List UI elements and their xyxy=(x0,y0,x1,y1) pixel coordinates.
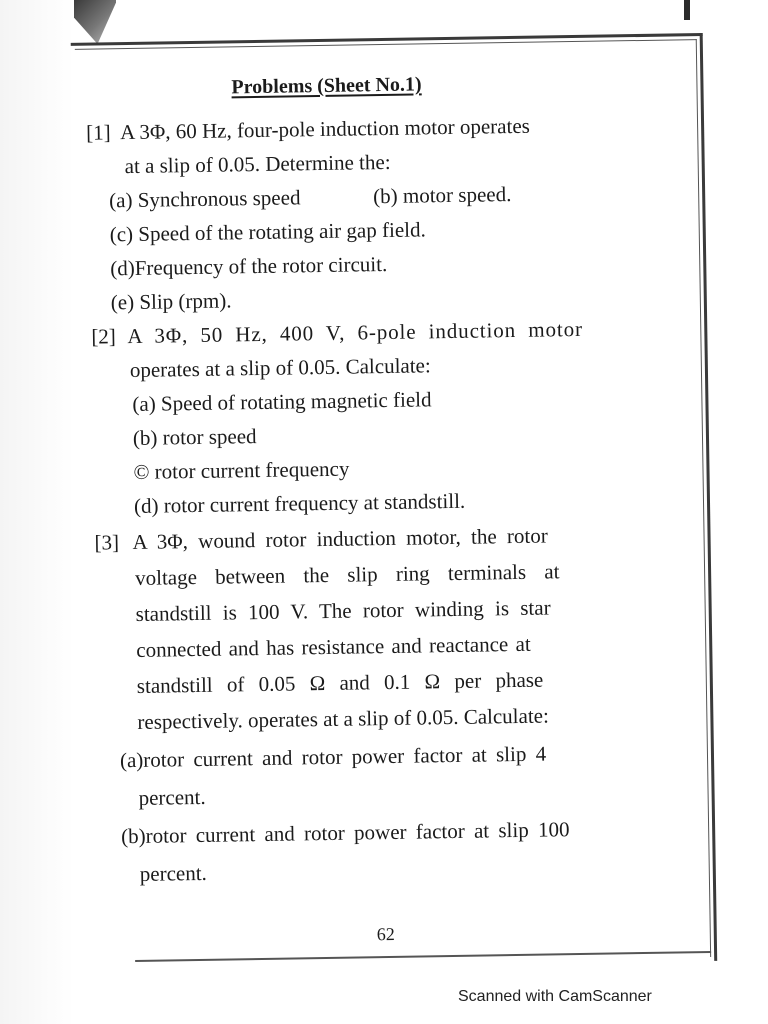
problem-3-line-1: A 3Φ, wound rotor induction motor, the rotor xyxy=(132,523,548,555)
scanner-watermark: Scanned with CamScanner xyxy=(458,988,652,1005)
problem-3-line-3: standstill is 100 V. The rotor winding is star xyxy=(135,595,551,626)
document-page xyxy=(81,39,695,968)
problem-3-line-4: connected and has resistance and reactance at xyxy=(136,631,531,662)
problem-3-line-2: voltage between the slip ring terminals at xyxy=(134,559,560,590)
problem-2-item-b: (b) rotor speed xyxy=(132,424,257,450)
problem-1-item-d: (d)Frequency of the rotor circuit. xyxy=(110,251,388,281)
problem-2-line-2: operates at a slip of 0.05. Calculate: xyxy=(129,353,431,383)
problem-2-item-c: © rotor current frequency xyxy=(133,456,350,484)
problem-2-item-a: (a) Speed of rotating magnetic field xyxy=(132,387,432,417)
problem-1-item-c: (c) Speed of the rotating air gap field. xyxy=(109,217,426,247)
problem-3-item-a: (a)rotor current and rotor power factor at slip 4 xyxy=(119,741,547,773)
problem-1-item-b: (b) motor speed. xyxy=(372,182,512,209)
problem-2-line-1: A 3Φ, 50 Hz, 400 V, 6-pole induction motor xyxy=(127,316,584,349)
problem-2-number: [2] xyxy=(91,324,117,349)
scan-edge-shadow xyxy=(684,0,690,20)
problem-3-item-b-cont: percent. xyxy=(139,860,208,886)
scan-left-margin xyxy=(0,0,74,1024)
problem-3-number: [3] xyxy=(94,530,120,555)
sheet-title: Problems (Sheet No.1) xyxy=(231,73,422,99)
problem-3-line-6: respectively. operates at a slip of 0.05. Calculate: xyxy=(137,703,550,734)
problem-1-item-e: (e) Slip (rpm). xyxy=(110,288,232,315)
problem-1-line-2: at a slip of 0.05. Determine the: xyxy=(124,149,391,179)
problem-3-item-a-cont: percent. xyxy=(138,784,206,810)
problem-1-item-a: (a) Synchronous speed xyxy=(109,185,301,213)
problem-3-item-b: (b)rotor current and rotor power factor at slip 100 xyxy=(120,817,570,849)
problem-3-line-5: standstill of 0.05 Ω and 0.1 Ω per phase xyxy=(136,667,544,698)
page-corner-fold xyxy=(74,0,116,44)
problem-2-item-d: (d) rotor current frequency at standstill. xyxy=(133,488,466,518)
problem-1-number: [1] xyxy=(85,120,111,145)
problem-1-line-1: A 3Φ, 60 Hz, four-pole induction motor operates xyxy=(119,113,531,145)
page-number: 62 xyxy=(376,923,395,945)
